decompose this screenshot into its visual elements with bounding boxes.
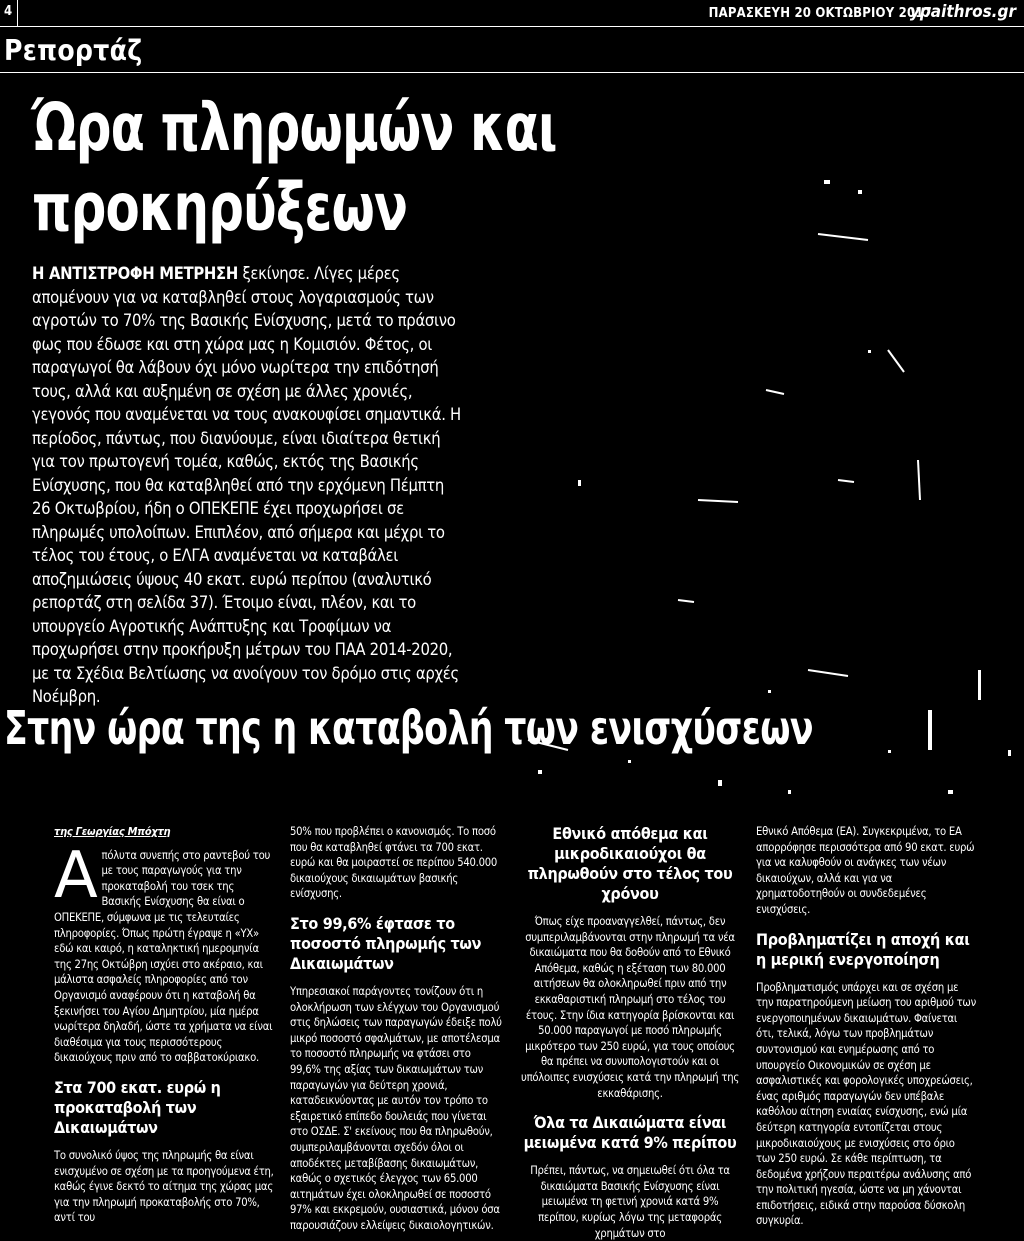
drop-cap: Α	[54, 838, 98, 913]
section-heading-5: Προβληματίζει η αποχή και η μερική ενεργοποίηση	[756, 929, 970, 969]
page-header	[0, 0, 1024, 27]
page-number: 4	[4, 4, 13, 19]
section-title: Ρεπορτάζ	[4, 34, 143, 67]
intro-paragraph	[54, 838, 274, 1066]
section-heading-4: Όλα τα Δικαιώματα είναι μειωμένα κατά 9% περίπου	[523, 1113, 737, 1153]
issue-date: ΠΑΡΑΣΚΕΥΗ 20 ΟΚΤΩΒΡΙΟΥ 2017	[708, 6, 932, 21]
paragraph-5: Προβληματισμός υπάρχει και σε σχέση με την παρατηρούμενη μείωση του αριθμού των ενεργοποιημένων δικαιωμάτων. Φαίνεται ότι, τελικά, λόγω των προβλημάτων συντονισμού και ενημέρωσης από το υπουργείο Οικονομικών σε σχέση με ασφαλιστικές και φορολογικές υποχρεώσεις, ένας αριθμός παραγωγών δεν υπέβαλε καθόλου αίτηση ενιαίας ενίσχυσης, ενώ μία δεύτερη κατηγορία εντοπίζεται στους μικροδικαιούχους με ενισχύσεις στο όριο των 250 ευρώ. Σε κάθε περίπτωση, τα δεδομένα χρήζουν περαιτέρω ανάλυσης από την πολιτική ηγεσία, ώστε να μη χάνονται επιδοτήσεις, ειδικά στην παρούσα δύσκολη συγκυρία.	[756, 980, 976, 1228]
lead-kicker: Η ΑΝΤΙΣΤΡΟΦΗ ΜΕΤΡΗΣΗ	[32, 264, 239, 283]
page-number-divider	[17, 0, 18, 26]
paragraph-4: Πρέπει, πάντως, να σημειωθεί ότι όλα τα δικαιώματα Βασικής Ενίσχυσης είναι μειωμένα τη φετινή χρονιά κατά 9% περίπου, κυρίως λόγω της μεταφοράς χρημάτων στο	[530, 1164, 730, 1240]
lead-text: ξεκίνησε. Λίγες μέρες απομένουν για να καταβληθεί στους λογαριασμούς των αγροτών το 70% της Βασικής Ενίσχυσης, μετά το πράσινο φως που έδωσε και στη χώρα μας η Κομισιόν. Φέτος, οι παραγωγοί θα λάβουν όχι μόνο νωρίτερα την επιδότησή τους, αλλά και αυξημένη σε σχέση με άλλες χρονιές, γεγονός που αναμένεται να τους ανακουφίσει σημαντικά. Η περίοδος, πάντως, που διανύουμε, είναι ιδιαίτερα θετική για τον πρωτογενή τομέα, καθώς, εκτός της Βασικής Ενίσχυσης, που θα καταβληθεί από την ερχόμενη Πέμπτη 26 Οκτωβρίου, ήδη ο ΟΠΕΚΕΠΕ έχει προχωρήσει σε πληρωμές υπολοίπων. Επιπλέον, από σήμερα και μέχρι το τέλος του έτους, ο ΕΛΓΑ αναμένεται να καταβάλει αποζημιώσεις ύψους 40 εκατ. ευρώ περίπου (αναλυτικό ρεπορτάζ στη σελίδα 37). Έτοιμο είναι, πλέον, και το υπουργείο Αγροτικής Ανάπτυξης και Τροφίμων να προχωρήσει στην προκήρυξη μέτρων του ΠΑΑ 2014-2020, με τα Σχέδια Βελτίωσης να ανοίγουν τον δρόμο στις αρχές Νοέμβρη.	[32, 264, 461, 706]
section-divider	[0, 72, 1024, 73]
section-heading-2: Στο 99,6% έφτασε το ποσοστό πληρωμής των Δικαιωμάτων	[290, 913, 482, 973]
section-heading-3: Εθνικό απόθεμα και μικροδικαιούχοι θα πληρωθούν στο τέλος του χρόνου	[527, 824, 733, 903]
lead-paragraph	[32, 262, 462, 709]
article-column-4	[756, 824, 976, 1229]
subheadline: Στην ώρα της η καταβολή των ενισχύσεων	[4, 701, 813, 755]
paragraph-3: Όπως είχε προαναγγελθεί, πάντως, δεν συμπεριλαμβάνονται στην πληρωμή τα νέα δικαιώματα που θα δοθούν από το Εθνικό Απόθεμα, καθώς η εξέταση των 80.000 αιτήσεων θα ολοκληρωθεί πριν από την εκκαθαριστική πληρωμή στο τέλος του έτους. Στην ίδια κατηγορία βρίσκονται και 50.000 παραγωγοί με ποσό πληρωμής μικρότερο των 250 ευρώ, για τους οποίους θα πρέπει να συνυπολογιστούν και οι υπόλοιπες ενισχύσεις κατά την πληρωμή της εκκαθάρισης.	[521, 915, 739, 1100]
paragraph-4-continued: Εθνικό Απόθεμα (ΕΑ). Συγκεκριμένα, το ΕΑ απορρόφησε περισσότερα από 90 εκατ. ευρώ για να καλυφθούν οι ανάγκες των νέων δικαιούχων, αλλά και για να χρηματοδοτηθούν οι συνδεδεμένες ενισχύσεις.	[756, 825, 975, 916]
paragraph-1-continued: 50% που προβλέπει ο κανονισμός. Το ποσό που θα καταβληθεί φτάνει τα 700 εκατ. ευρώ και θα μοιραστεί σε περίπου 540.000 δικαιούχους δικαιωμάτων βασικής ενίσχυσης.	[290, 825, 498, 901]
paragraph-1: Το συνολικό ύψος της πληρωμής θα είναι ενισχυμένο σε σχέση με τα προηγούμενα έτη, καθώς έγινε δεκτό το αίτημα της χώρας μας για την πληρωμή προκαταβολής στο 70%, αντί του	[54, 1148, 274, 1225]
article-column-3	[520, 824, 740, 1241]
paragraph-2: Υπηρεσιακοί παράγοντες τονίζουν ότι η ολοκλήρωση των ελέγχων του Οργανισμού στις δηλώσεις των παραγωγών έδειξε πολύ μικρό ποσοστό σφαλμάτων, με αποτέλεσμα το ποσοστό πληρωμής να φτάσει στο 99,6% της αξίας των δικαιωμάτων των παραγωγών για δεύτερη χρονιά, καταδεικνύοντας με αυτόν τον τρόπο το εξαιρετικό επίπεδο δουλειάς που γίνεται στο ΟΣΔΕ. Σ' εκείνους που θα πληρωθούν, συμπεριλαμβάνονται σχεδόν όλοι οι αποδέκτες μεταβίβασης δικαιωμάτων, καθώς ο σχετικός έλεγχος των 65.000 αιτημάτων έχει ολοκληρωθεί σε ποσοστό 97% και εκκρεμούν, ουσιαστικά, μόνον όσα παρουσιάζουν ελλείψεις δικαιολογητικών.	[290, 984, 502, 1232]
publication-logo: ypaithros.gr	[909, 2, 1016, 22]
article-column-2	[290, 824, 502, 1233]
section-heading-1: Στα 700 εκατ. ευρώ η προκαταβολή των Δικαιωμάτων	[54, 1077, 221, 1137]
byline: της Γεωργίας Μπόχτη	[54, 825, 171, 838]
intro-text: πόλυτα συνεπής στο ραντεβού του με τους παραγωγούς για την προκαταβολή του τσεκ της Βασικής Ενίσχυσης θα είναι ο ΟΠΕΚΕΠΕ, σύμφωνα με τις τελευταίες πληροφορίες. Όπως πρώτη έγραψε η «ΥΧ» εδώ και καιρό, η καταληκτική ημερομηνία της 27ης Οκτώβρη ισχύει στο ακέραιο, και μάλιστα ασφαλείς πληροφορίες από τον Οργανισμό αναφέρουν ότι η καταβολή θα ξεκινήσει του Αγίου Δημητρίου, μία ημέρα νωρίτερα δηλαδή, ώστε τα χρήματα να είναι διαθέσιμα για τους περισσότερους δικαιούχους πριν από το σαββατοκύριακο.	[54, 848, 273, 1065]
headline: Ώρα πληρωμών και προκηρύξεων	[32, 89, 557, 246]
article-column-1	[54, 824, 274, 1226]
